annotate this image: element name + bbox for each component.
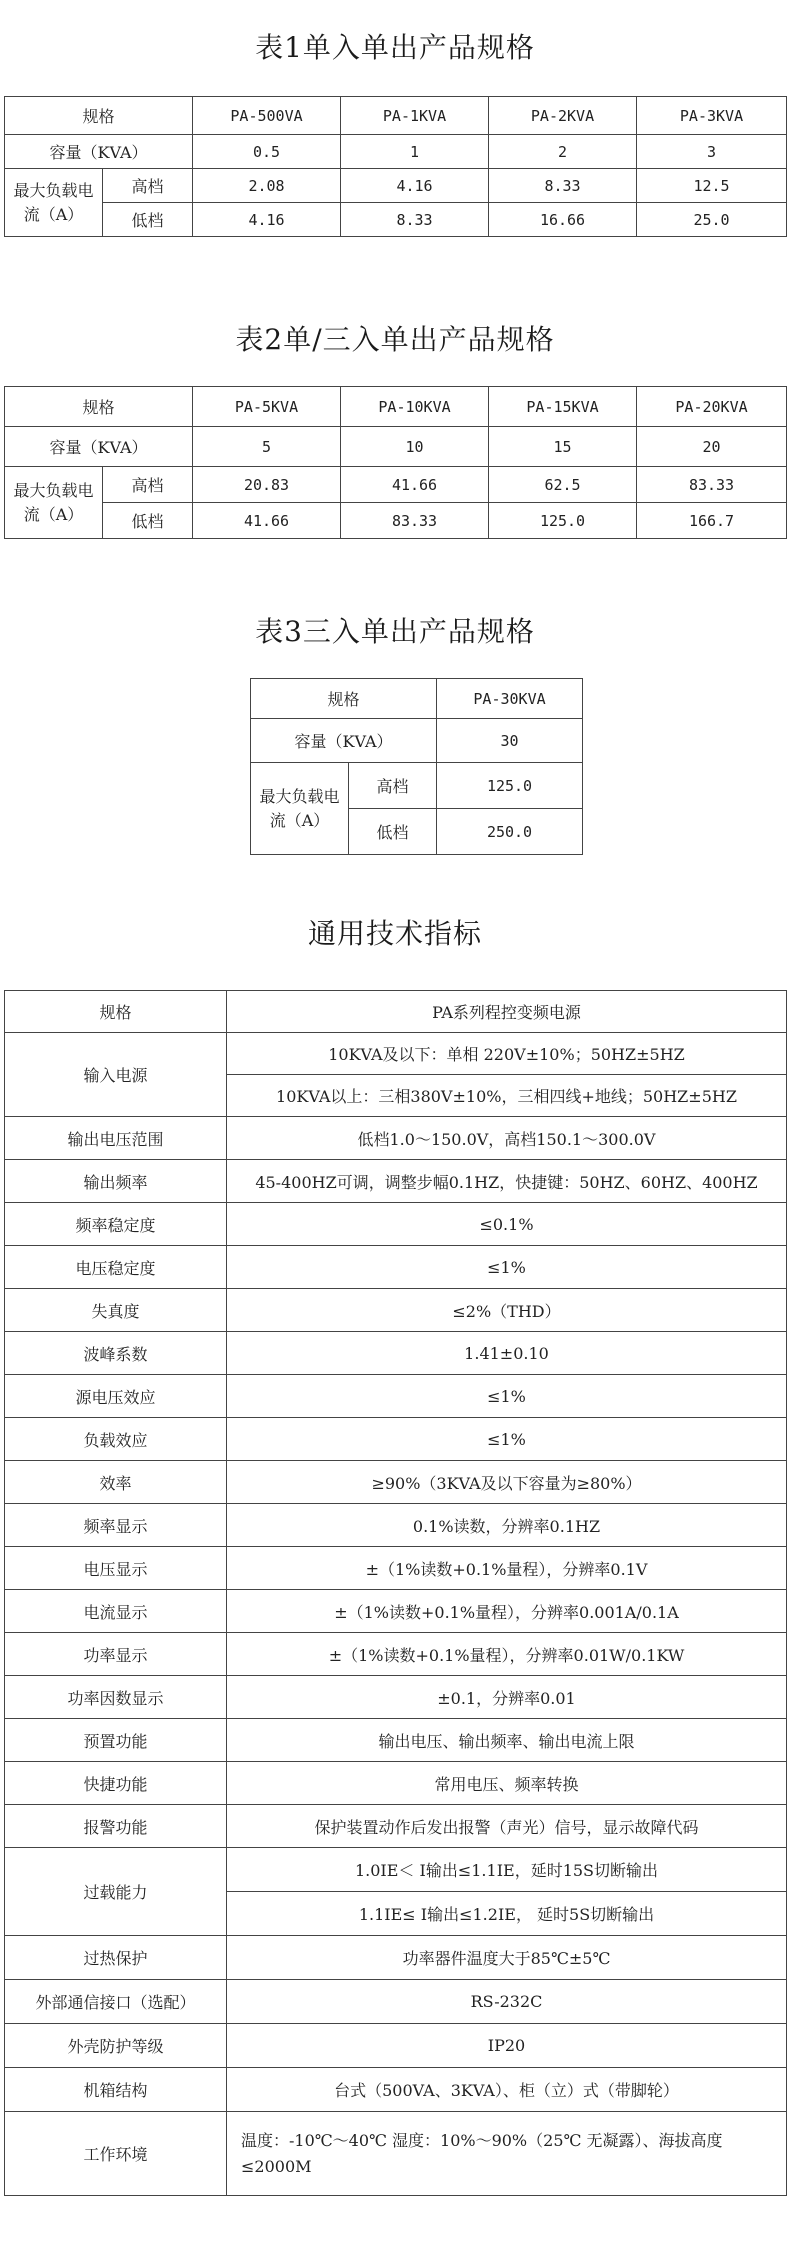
- general-specs-title: 通用技术指标: [307, 917, 482, 950]
- spec-table-1: [4, 96, 787, 237]
- spec-value: ±0.1，分辨率0.01: [227, 1676, 787, 1719]
- spec-row: [5, 2024, 787, 2068]
- low-label: 低档: [103, 503, 193, 539]
- current-label: 最大负载电流（A）: [5, 467, 103, 539]
- spec-row: [5, 1676, 787, 1719]
- low-cell: 25.0: [637, 203, 787, 237]
- high-cell: 4.16: [341, 169, 489, 203]
- spec-value: 输出电压、输出频率、输出电流上限: [227, 1719, 787, 1762]
- series-name: PA系列程控变频电源: [227, 991, 787, 1033]
- environment-value: 温度：-10℃～40℃ 湿度：10%～90%（25℃ 无凝露）、海拔高度≤2000M: [227, 2112, 787, 2196]
- table1-title: 表1单入单出产品规格: [255, 31, 535, 64]
- capacity-cell: 3: [637, 135, 787, 169]
- spec-name: 预置功能: [5, 1719, 227, 1762]
- spec-name: 负载效应: [5, 1418, 227, 1461]
- spec-value: ±（1%读数+0.1%量程），分辨率0.01W/0.1KW: [227, 1633, 787, 1676]
- capacity-cell: 10: [341, 427, 489, 467]
- spec-name: 机箱结构: [5, 2068, 227, 2112]
- spec-row: [5, 1719, 787, 1762]
- high-label: 高档: [103, 169, 193, 203]
- model-cell: PA-20KVA: [637, 387, 787, 427]
- spec-value: 1.41±0.10: [227, 1332, 787, 1375]
- environment-label: 工作环境: [5, 2112, 227, 2196]
- spec-value: 0.1%读数，分辨率0.1HZ: [227, 1504, 787, 1547]
- spec-label: 规格: [251, 679, 437, 719]
- spec-value: IP20: [227, 2024, 787, 2068]
- capacity-cell: 5: [193, 427, 341, 467]
- low-cell: 16.66: [489, 203, 637, 237]
- high-cell: 41.66: [341, 467, 489, 503]
- capacity-cell: 2: [489, 135, 637, 169]
- high-cell: 83.33: [637, 467, 787, 503]
- spec-name: 输出电压范围: [5, 1117, 227, 1160]
- model-cell: PA-500VA: [193, 97, 341, 135]
- model-cell: PA-3KVA: [637, 97, 787, 135]
- low-cell: 250.0: [437, 809, 583, 855]
- current-label: 最大负载电流（A）: [251, 763, 349, 855]
- spec-name: 外壳防护等级: [5, 2024, 227, 2068]
- capacity-label: 容量（KVA）: [251, 719, 437, 763]
- overload-line: 1.0IE＜ I输出≤1.1IE，延时15S切断输出: [227, 1848, 787, 1892]
- spec-value: ≤2%（THD）: [227, 1289, 787, 1332]
- capacity-cell: 0.5: [193, 135, 341, 169]
- spec-name: 过热保护: [5, 1936, 227, 1980]
- spec-row: [5, 1633, 787, 1676]
- spec-table-3: [250, 678, 583, 855]
- spec-row: [5, 1805, 787, 1848]
- high-cell: 125.0: [437, 763, 583, 809]
- spec-name: 功率显示: [5, 1633, 227, 1676]
- spec-row: [5, 1203, 787, 1246]
- spec-row: [5, 1504, 787, 1547]
- spec-name: 电压显示: [5, 1547, 227, 1590]
- spec-row: [5, 1590, 787, 1633]
- low-label: 低档: [103, 203, 193, 237]
- spec-name: 频率显示: [5, 1504, 227, 1547]
- capacity-cell: 20: [637, 427, 787, 467]
- overload-label: 过载能力: [5, 1848, 227, 1936]
- spec-name: 效率: [5, 1461, 227, 1504]
- spec-name: 源电压效应: [5, 1375, 227, 1418]
- spec-row: [5, 1547, 787, 1590]
- spec-name: 频率稳定度: [5, 1203, 227, 1246]
- spec-label: 规格: [5, 991, 227, 1033]
- spec-table-2: [4, 386, 787, 539]
- model-cell: PA-30KVA: [437, 679, 583, 719]
- spec-name: 电压稳定度: [5, 1246, 227, 1289]
- spec-row: [5, 1246, 787, 1289]
- spec-row: [5, 1375, 787, 1418]
- capacity-cell: 15: [489, 427, 637, 467]
- capacity-label: 容量（KVA）: [5, 427, 193, 467]
- spec-name: 报警功能: [5, 1805, 227, 1848]
- spec-name: 功率因数显示: [5, 1676, 227, 1719]
- low-label: 低档: [349, 809, 437, 855]
- spec-value: 常用电压、频率转换: [227, 1762, 787, 1805]
- spec-value: ≥90%（3KVA及以下容量为≥80%）: [227, 1461, 787, 1504]
- spec-row: [5, 1332, 787, 1375]
- high-cell: 2.08: [193, 169, 341, 203]
- current-label: 最大负载电流（A）: [5, 169, 103, 237]
- spec-value: ≤1%: [227, 1246, 787, 1289]
- model-cell: PA-5KVA: [193, 387, 341, 427]
- model-cell: PA-1KVA: [341, 97, 489, 135]
- spec-name: 外部通信接口（选配）: [5, 1980, 227, 2024]
- high-label: 高档: [103, 467, 193, 503]
- high-cell: 8.33: [489, 169, 637, 203]
- overload-line: 1.1IE≤ I输出≤1.2IE， 延时5S切断输出: [227, 1892, 787, 1936]
- high-cell: 20.83: [193, 467, 341, 503]
- low-cell: 8.33: [341, 203, 489, 237]
- low-cell: 125.0: [489, 503, 637, 539]
- low-cell: 4.16: [193, 203, 341, 237]
- table2-title: 表2单/三入单出产品规格: [235, 323, 555, 356]
- spec-value: ≤1%: [227, 1375, 787, 1418]
- spec-value: 低档1.0～150.0V，高档150.1～300.0V: [227, 1117, 787, 1160]
- spec-value: 台式（500VA、3KVA）、柜（立）式（带脚轮）: [227, 2068, 787, 2112]
- table3-title: 表3三入单出产品规格: [255, 615, 535, 648]
- model-cell: PA-10KVA: [341, 387, 489, 427]
- capacity-cell: 1: [341, 135, 489, 169]
- spec-row: [5, 1762, 787, 1805]
- spec-value: RS-232C: [227, 1980, 787, 2024]
- spec-row: [5, 1289, 787, 1332]
- spec-label: 规格: [5, 97, 193, 135]
- low-cell: 166.7: [637, 503, 787, 539]
- capacity-cell: 30: [437, 719, 583, 763]
- spec-value: 功率器件温度大于85℃±5℃: [227, 1936, 787, 1980]
- input-power-label: 输入电源: [5, 1033, 227, 1117]
- capacity-label: 容量（KVA）: [5, 135, 193, 169]
- spec-value: 保护装置动作后发出报警（声光）信号，显示故障代码: [227, 1805, 787, 1848]
- spec-name: 快捷功能: [5, 1762, 227, 1805]
- spec-value: ≤1%: [227, 1418, 787, 1461]
- spec-value: 45-400HZ可调，调整步幅0.1HZ，快捷键：50HZ、60HZ、400HZ: [227, 1160, 787, 1203]
- model-cell: PA-15KVA: [489, 387, 637, 427]
- spec-name: 电流显示: [5, 1590, 227, 1633]
- input-power-line: 10KVA及以下：单相 220V±10%；50HZ±5HZ: [227, 1033, 787, 1075]
- spec-row: [5, 1980, 787, 2024]
- spec-name: 波峰系数: [5, 1332, 227, 1375]
- spec-value: ±（1%读数+0.1%量程），分辨率0.1V: [227, 1547, 787, 1590]
- low-cell: 41.66: [193, 503, 341, 539]
- spec-row: [5, 2068, 787, 2112]
- low-cell: 83.33: [341, 503, 489, 539]
- spec-row: [5, 1117, 787, 1160]
- general-specs-table: [4, 990, 787, 2196]
- spec-value: ≤0.1%: [227, 1203, 787, 1246]
- spec-row: [5, 1418, 787, 1461]
- spec-row: [5, 1160, 787, 1203]
- spec-name: 输出频率: [5, 1160, 227, 1203]
- spec-name: 失真度: [5, 1289, 227, 1332]
- spec-row: [5, 1936, 787, 1980]
- spec-value: ±（1%读数+0.1%量程），分辨率0.001A/0.1A: [227, 1590, 787, 1633]
- high-label: 高档: [349, 763, 437, 809]
- spec-label: 规格: [5, 387, 193, 427]
- high-cell: 12.5: [637, 169, 787, 203]
- model-cell: PA-2KVA: [489, 97, 637, 135]
- input-power-line: 10KVA以上：三相380V±10%，三相四线+地线；50HZ±5HZ: [227, 1075, 787, 1117]
- spec-row: [5, 1461, 787, 1504]
- high-cell: 62.5: [489, 467, 637, 503]
